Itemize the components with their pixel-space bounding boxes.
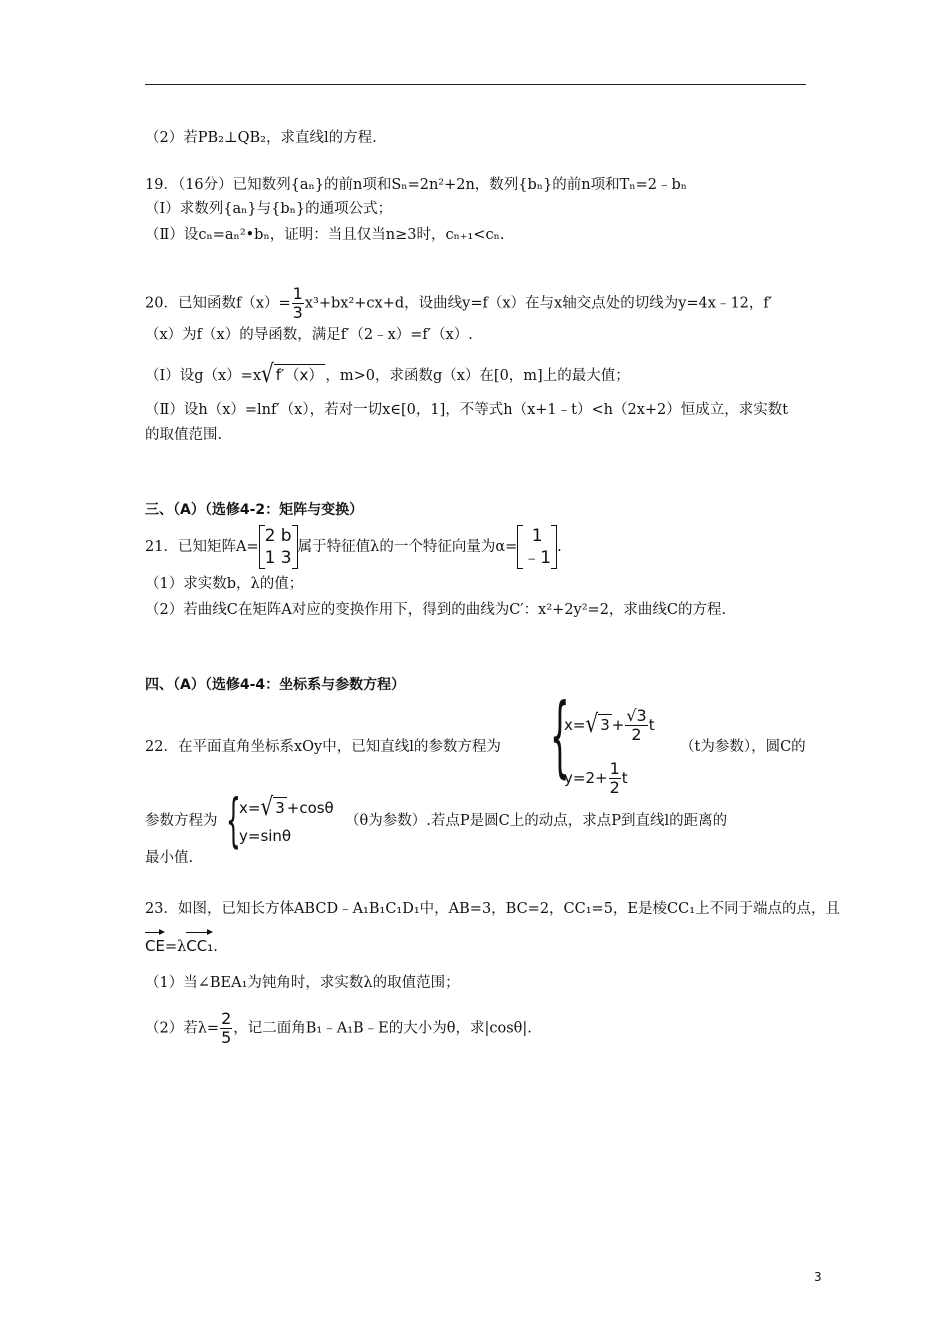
eq2-text-a: y=2+ [564, 769, 608, 787]
q21-part2: （2）若曲线C在矩阵A对应的变换作用下，得到的曲线为C′：x²+2y²=2，求曲线C的方程. [145, 602, 727, 618]
q18-part2: （2）若PB₂⊥QB₂，求直线l的方程. [145, 130, 377, 146]
q20-part1-text-b: ，m>0，求函数g（x）在[0，m]上的最大值； [325, 368, 630, 384]
q23-p2-text-a: （2）若λ= [145, 1020, 220, 1037]
eq1-t: t [648, 716, 655, 734]
sqrt-content: 3 [600, 716, 610, 734]
numerator: 2 [221, 1009, 232, 1028]
q22-line2-a: 参数方程为 [145, 813, 218, 829]
q19-part2: （Ⅱ）设cₙ=aₙ²•bₙ，证明：当且仅当n≥3时，cₙ₊₁<cₙ. [145, 227, 505, 243]
c1-text-a: x= [239, 799, 261, 817]
line-eq-x [564, 707, 655, 744]
q23-head: 23．如图，已知长方体ABCD﹣A₁B₁C₁D₁中，AB=3，BC=2，CC₁=5，E是棱CC₁上不同于端点的点，且 [145, 901, 841, 917]
left-brace: { [226, 786, 241, 854]
q20-line2: （x）为f（x）的导函数，满足f′（2﹣x）=f′（x）. [145, 327, 473, 343]
q23-end: . [213, 939, 218, 955]
q21-text-b: 属于特征值λ的一个特征向量为α= [297, 539, 518, 555]
denominator: 3 [292, 303, 303, 322]
radical-sign: √ [261, 358, 274, 388]
q20-part1-text-a: （Ⅰ）设g（x）=x [145, 368, 262, 384]
q23-p2-text-b: ，记二面角B₁﹣A₁B﹣E的大小为θ，求|cosθ|. [233, 1020, 532, 1037]
eq1-plus: + [611, 716, 625, 734]
q21-text-c: . [557, 539, 562, 555]
q20-part2-cont: 的取值范围. [145, 427, 223, 443]
header-rule [145, 84, 806, 85]
c1-text-b: +cosθ [286, 799, 334, 817]
q21-text-a: 21．已知矩阵A= [145, 539, 259, 555]
q20-part1 [145, 358, 630, 388]
matrix-row-2: 1 3 [264, 548, 292, 568]
numerator: 1 [292, 284, 303, 303]
q21-part1: （1）求实数b，λ的值； [145, 576, 304, 592]
fraction [625, 707, 647, 744]
left-brace: { [550, 684, 570, 787]
fraction [292, 285, 304, 322]
q22-line2-b: （θ为参数）.若点P是圆C上的动点，求点P到直线l的距离的 [345, 813, 728, 829]
circle-eq-x [239, 791, 334, 821]
fraction [220, 1010, 232, 1047]
q19-part1: （Ⅰ）求数列{aₙ}与{bₙ}的通项公式； [145, 201, 393, 217]
denominator: 5 [221, 1028, 232, 1047]
fraction [609, 760, 621, 797]
q19-head: 19．（16分）已知数列{aₙ}的前n项和Sₙ=2n²+2n，数列{bₙ}的前n项和Tₙ=2﹣bₙ [145, 177, 688, 193]
sqrt-content: 3 [275, 799, 285, 817]
numerator: √3 [626, 706, 647, 725]
q23-part2 [145, 1010, 532, 1047]
q20-head-text-a: 20．已知函数f（x）= [145, 295, 291, 312]
matrix-a [259, 525, 298, 569]
q20-head-text-b: x³+bx²+cx+d，设曲线y=f（x）在与x轴交点处的切线为y=4x﹣12，f′ [304, 295, 773, 312]
q22-line3: 最小值. [145, 850, 194, 866]
q20-head [145, 285, 772, 322]
section-4-heading: 四、（A）（选修4-4：坐标系与参数方程） [145, 677, 406, 693]
q21-head [145, 525, 562, 569]
eq2-t: t [621, 769, 628, 787]
q23-part1: （1）当∠BEA₁为钝角时，求实数λ的取值范围； [145, 975, 460, 991]
line-eq-y [564, 760, 628, 797]
section-3-heading: 三、（A）（选修4-2：矩阵与变换） [145, 502, 364, 518]
radical-sign: √ [260, 791, 274, 821]
sqrt-content: f′（x） [275, 366, 324, 384]
denominator: 2 [625, 725, 647, 744]
vector-cc1: CC₁ [186, 932, 213, 956]
q22-text-b: （t为参数），圆C的 [680, 739, 806, 755]
matrix-row-1: 2 b [264, 526, 292, 546]
q23-vector-line [145, 932, 218, 957]
eq1-text-a: x= [564, 716, 586, 734]
denominator: 2 [609, 778, 620, 797]
vector-row-1: 1 [531, 526, 543, 546]
vector-ce: CE [145, 932, 165, 956]
q22-text-a: 22．在平面直角坐标系xOy中，已知直线l的参数方程为 [145, 739, 501, 755]
q23-eq: =λ [164, 939, 187, 955]
q20-part2: （Ⅱ）设h（x）=lnf′（x），若对一切x∈[0，1]，不等式h（x+1﹣t）<h（2x+2）恒成立，求实数t [145, 402, 789, 418]
vector-alpha [517, 525, 557, 569]
vector-row-2: ﹣1 [523, 548, 552, 568]
radical-sign: √ [585, 708, 599, 738]
circle-eq-y: y=sinθ [239, 827, 292, 845]
page-number: 3 [814, 1270, 822, 1284]
numerator: 1 [609, 759, 620, 778]
